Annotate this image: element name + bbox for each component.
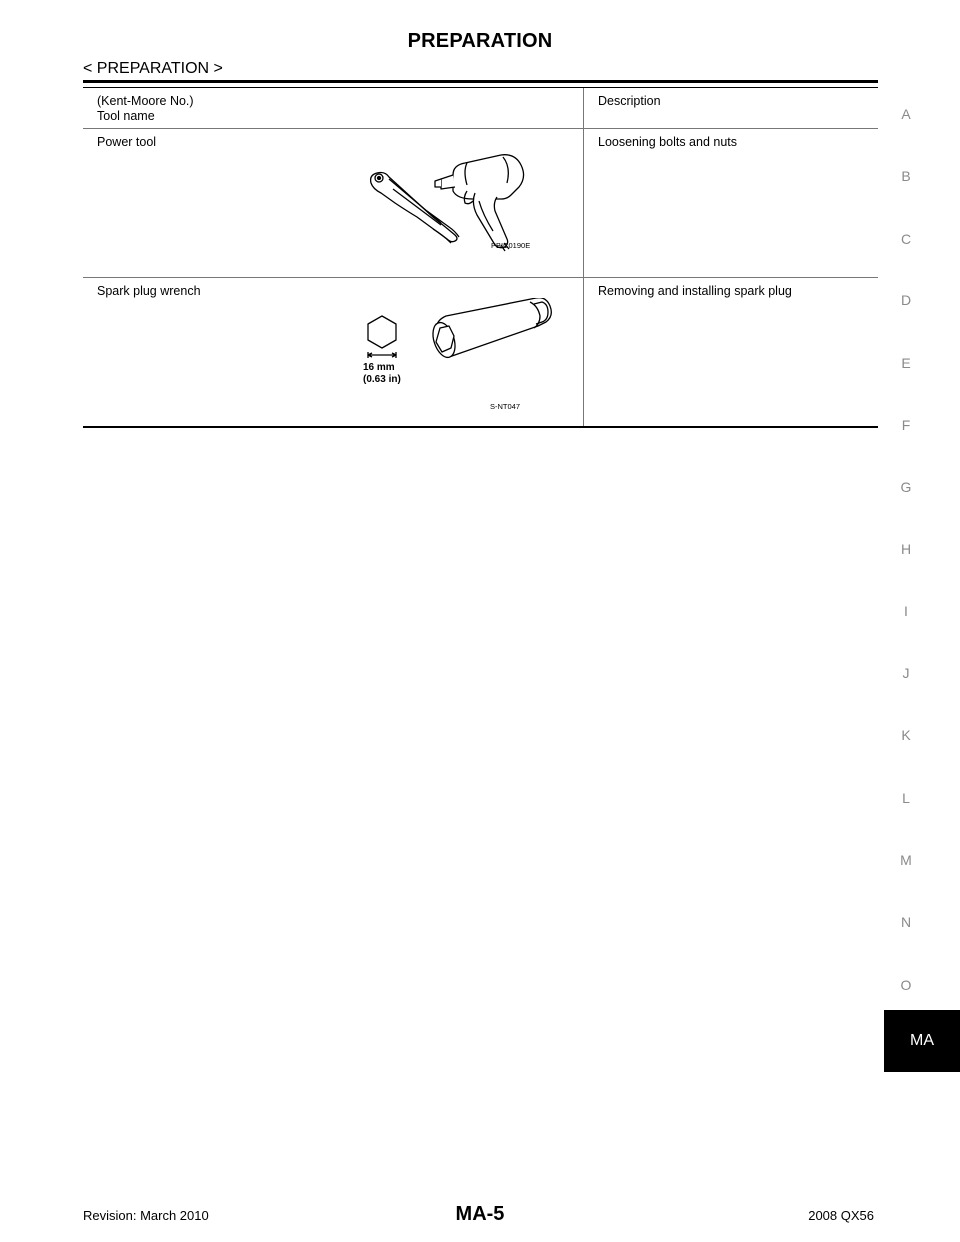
section-index-item[interactable]: G — [900, 479, 912, 495]
description-cell — [584, 278, 879, 428]
header-description-label: Description — [598, 94, 661, 108]
section-index-item[interactable]: B — [901, 168, 911, 184]
footer-revision: Revision: March 2010 — [83, 1208, 209, 1223]
table-header-row — [83, 88, 878, 129]
section-tab-active[interactable]: MA — [884, 1010, 960, 1072]
section-label: < PREPARATION > — [83, 60, 223, 77]
header-tool-name — [83, 88, 584, 129]
header-rule-thick — [83, 80, 878, 83]
section-index-item[interactable]: F — [901, 417, 911, 433]
page-title: PREPARATION — [407, 30, 553, 52]
header-kent-moore: (Kent-Moore No.) — [97, 94, 194, 108]
table-row — [83, 278, 878, 428]
figure-code: PBIC0190E — [491, 241, 531, 250]
footer-model: 2008 QX56 — [808, 1208, 874, 1223]
power-tool-illustration — [363, 149, 563, 254]
description-cell — [584, 129, 879, 278]
dimension-imperial: (0.63 in) — [363, 374, 401, 385]
section-index-item[interactable]: K — [901, 727, 911, 743]
tool-name: Spark plug wrench — [97, 284, 201, 298]
tool-description: Loosening bolts and nuts — [598, 135, 737, 149]
section-index-item[interactable]: H — [900, 541, 912, 557]
section-index-item[interactable]: A — [901, 106, 911, 122]
tool-cell — [83, 129, 584, 278]
section-index-item[interactable]: O — [900, 977, 912, 993]
section-index-item[interactable]: E — [901, 355, 911, 371]
section-index-item[interactable]: N — [900, 914, 912, 930]
section-index-item[interactable]: D — [900, 292, 912, 308]
table-row — [83, 129, 878, 278]
header-description — [584, 88, 879, 129]
footer-page-number: MA-5 — [455, 1203, 505, 1225]
figure-code: S-NT047 — [490, 402, 521, 411]
section-index-item[interactable]: M — [900, 852, 912, 868]
section-index-item[interactable]: J — [902, 665, 910, 681]
tool-description: Removing and installing spark plug — [598, 284, 792, 298]
header-tool-name-label: Tool name — [97, 109, 155, 123]
tool-cell — [83, 278, 584, 428]
dimension-metric: 16 mm — [363, 362, 395, 373]
section-index-item[interactable]: L — [902, 790, 910, 806]
tool-table — [83, 88, 878, 428]
section-index-item[interactable]: I — [904, 603, 908, 619]
section-index-item[interactable]: C — [900, 231, 912, 247]
tool-name: Power tool — [97, 135, 157, 149]
dimension-label — [363, 362, 401, 386]
